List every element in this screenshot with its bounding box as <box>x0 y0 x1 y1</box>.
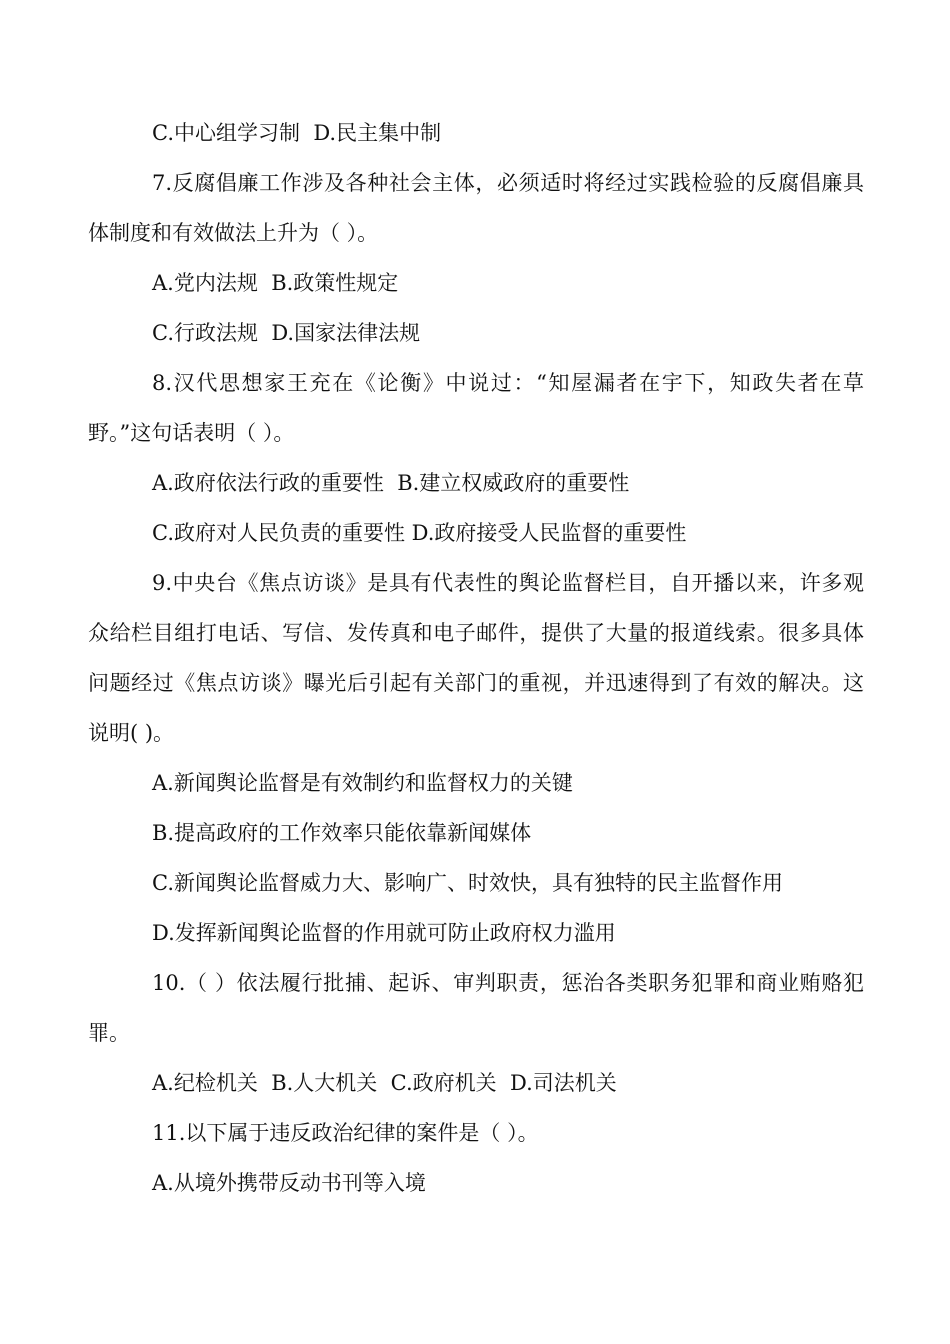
option-q9-d: D.发挥新闻舆论监督的作用就可防止政府权力滥用 <box>152 921 616 945</box>
option-line-q10: A.纪检机关 B.人大机关 C.政府机关 D.司法机关 <box>152 1071 617 1095</box>
question-8: 8.汉代思想家王充在《论衡》中说过：“知屋漏者在宇下，知政失者在草野。”这句话表明（ ）。 <box>88 371 864 445</box>
option-q9-b: B.提高政府的工作效率只能依靠新闻媒体 <box>152 821 532 845</box>
option-line-q7-ab: A.党内法规 B.政策性规定 <box>152 271 399 295</box>
option-line-q8-ab: A.政府依法行政的重要性 B.建立权威政府的重要性 <box>152 471 630 495</box>
document-body <box>88 108 864 1208</box>
question-11: 11.以下属于违反政治纪律的案件是（ ）。 <box>152 1121 539 1145</box>
option-line-q7-cd: C.行政法规 D.国家法律法规 <box>152 321 421 345</box>
option-q9-c: C.新闻舆论监督威力大、影响广、时效快，具有独特的民主监督作用 <box>152 871 783 895</box>
option-q9-a: A.新闻舆论监督是有效制约和监督权力的关键 <box>152 771 573 795</box>
question-10: 10.（ ）依法履行批捕、起诉、审判职责，惩治各类职务犯罪和商业贿赂犯罪。 <box>88 971 864 1045</box>
question-9: 9.中央台《焦点访谈》是具有代表性的舆论监督栏目，自开播以来，许多观众给栏目组打电话、写信、发传真和电子邮件，提供了大量的报道线索。很多具体问题经过《焦点访谈》曝光后引起有关部门的重视，并迅速得到了有效的解决。这说明( )。 <box>88 571 864 745</box>
option-line-q8-cd: C.政府对人民负责的重要性 D.政府接受人民监督的重要性 <box>152 521 687 545</box>
option-q11-a: A.从境外携带反动书刊等入境 <box>152 1171 426 1195</box>
question-7: 7.反腐倡廉工作涉及各种社会主体，必须适时将经过实践检验的反腐倡廉具体制度和有效做法上升为（ ）。 <box>88 171 864 245</box>
option-line-q6-cd: C.中心组学习制 D.民主集中制 <box>152 121 442 145</box>
